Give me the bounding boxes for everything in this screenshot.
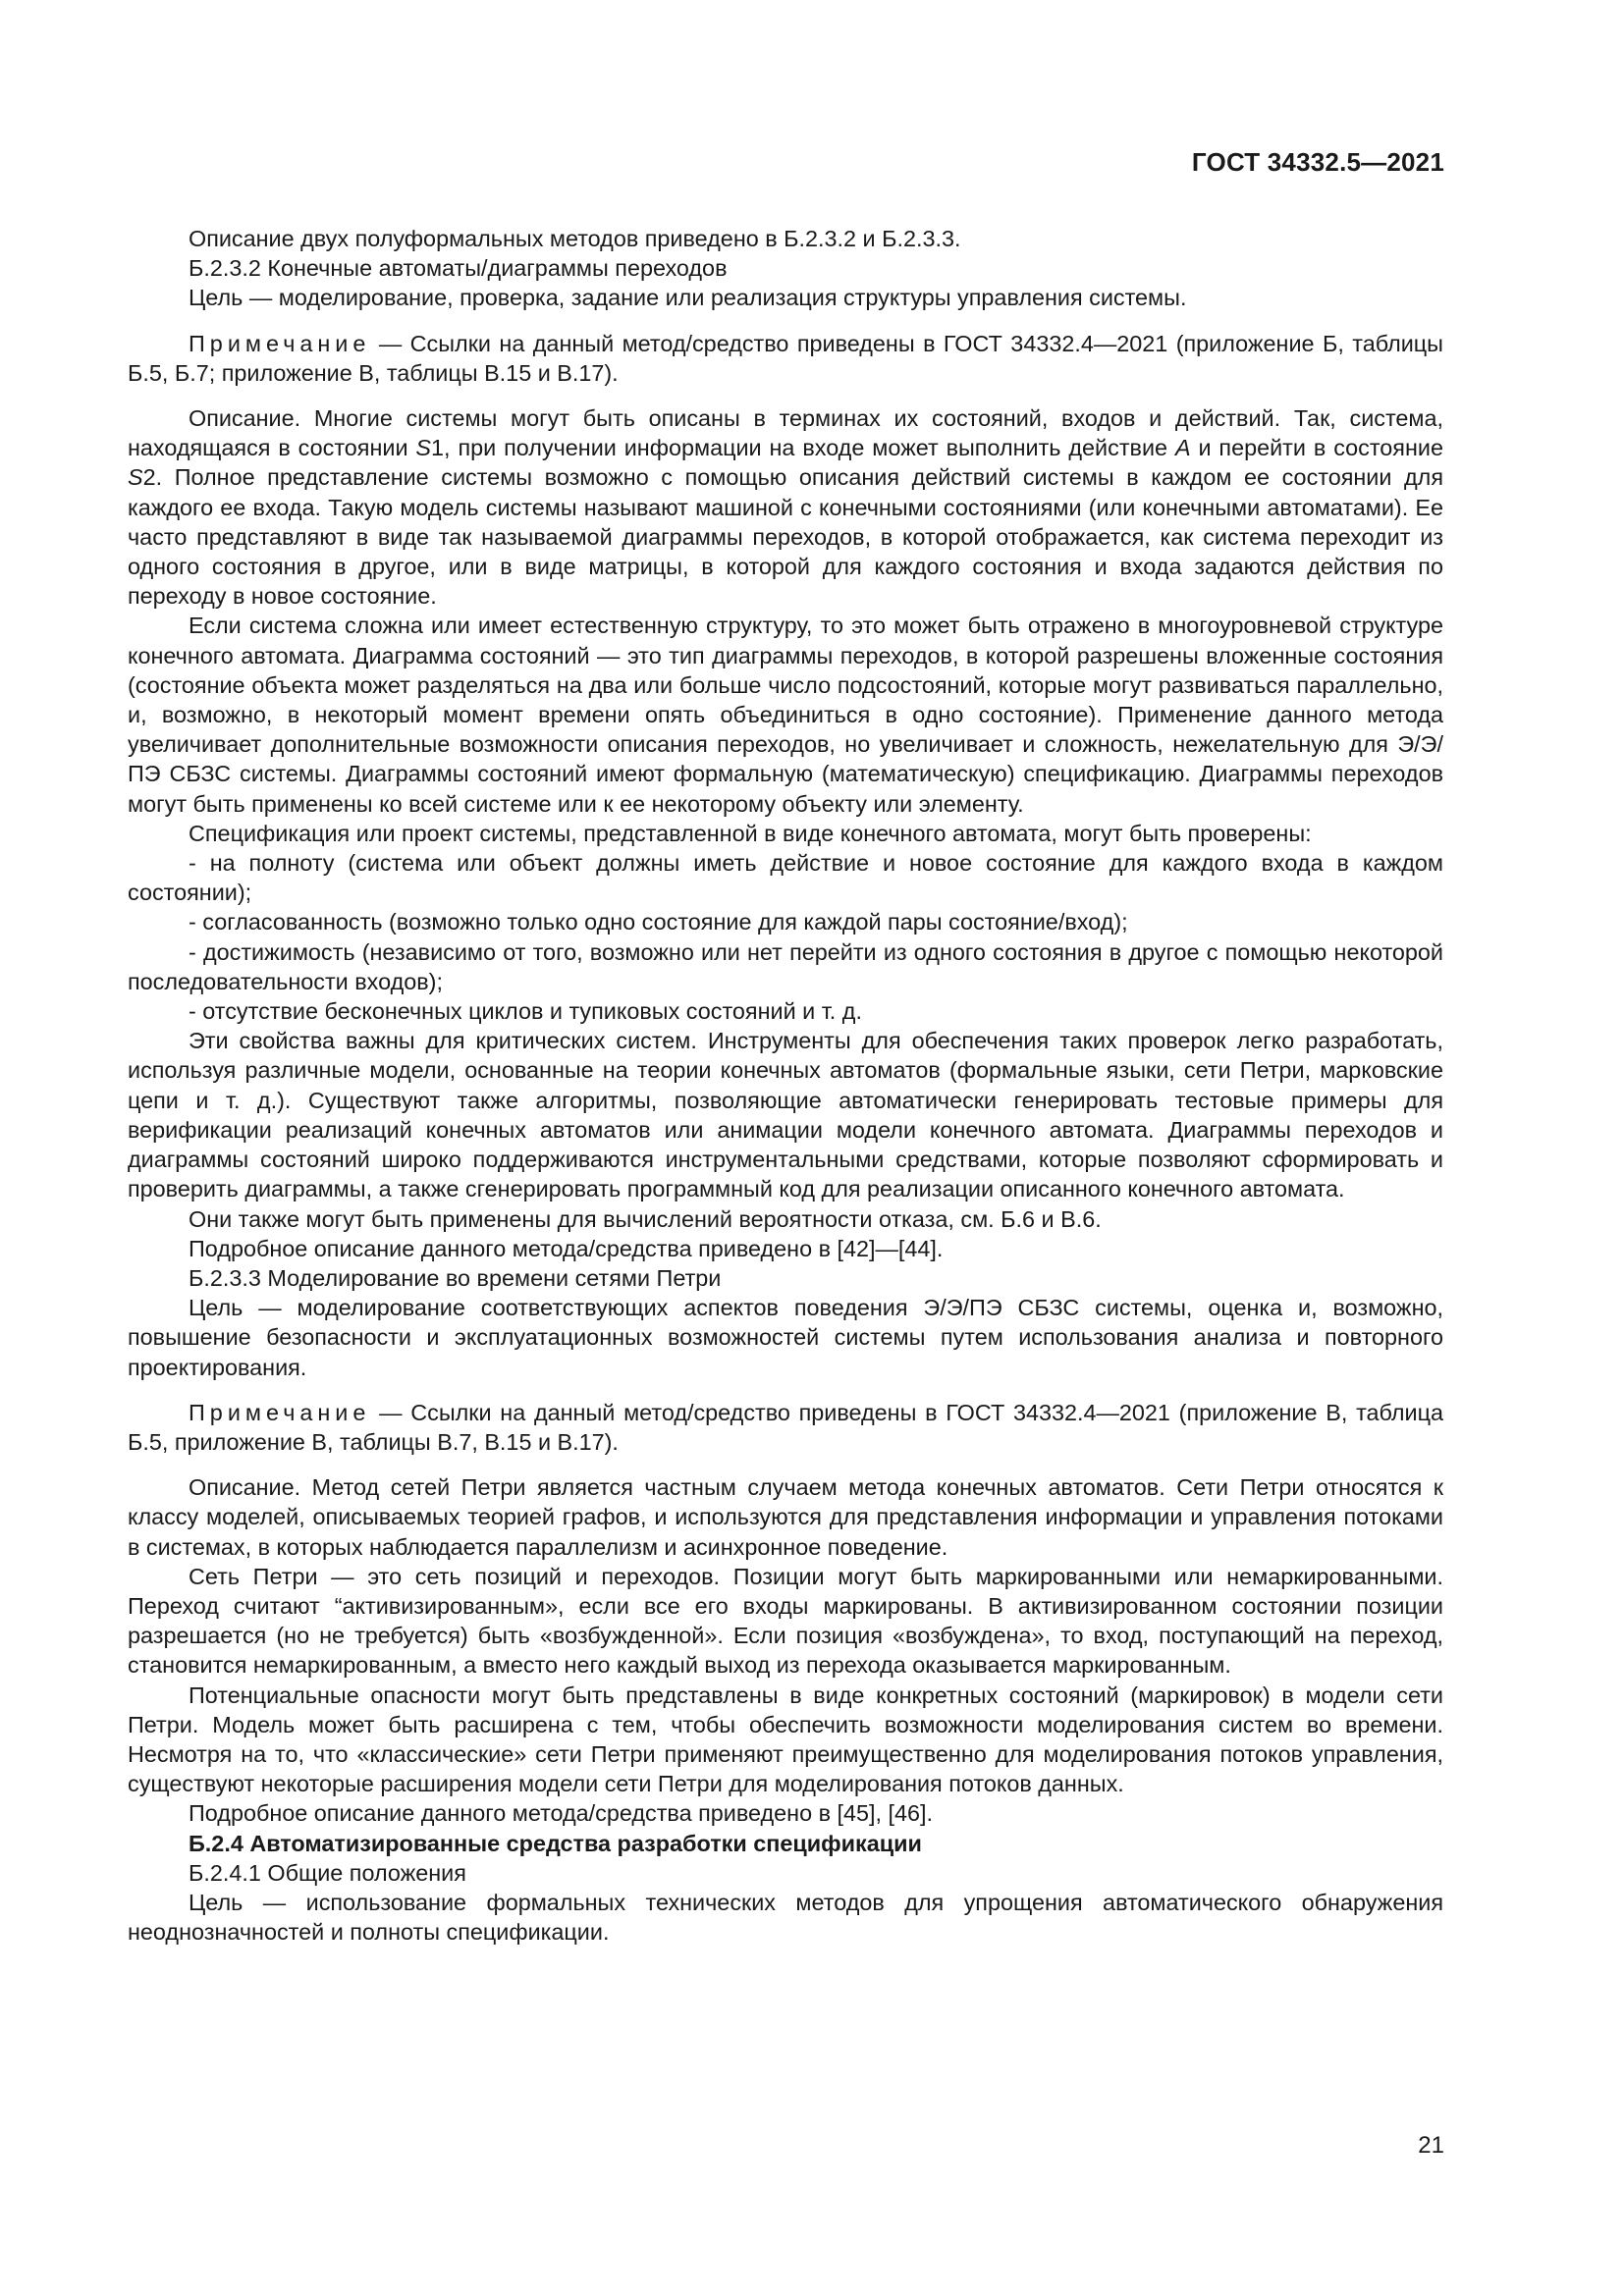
note-label: Примечание	[189, 1399, 371, 1425]
text-run: и перейти в состояние	[1190, 435, 1443, 461]
text-run: Описание. Многие системы могут быть описаны в терминах их состояний, входов и действий. Так, система, находящаяся в состоянии	[128, 405, 1443, 461]
paragraph	[128, 403, 1443, 611]
note	[128, 329, 1443, 388]
note-label: Примечание	[189, 330, 371, 356]
paragraph: Эти свойства важны для критических систем. Инструменты для обеспечения таких проверок легко разработать, используя различные модели, основанные на теории конечных автоматов (формальные языки, сети Петри, марковские цепи и т. д.). Существуют также алгоритмы, позволяющие автоматически генерировать тестовые примеры для верификации реализаций конечных автоматов или анимации модели конечного автомата. Диаграммы переходов и диаграммы состояний широко поддерживаются инструментальными средствами, которые позволяют сформировать и проверить диаграммы, а также сгенерировать программный код для реализации описанного конечного автомата.	[128, 1028, 1443, 1202]
section-heading-b-2-4-1: Б.2.4.1 Общие положения	[189, 1859, 466, 1886]
list-item: - достижимость (независимо от того, возможно или нет перейти из одного состояния в другое с помощью некоторой последовательности входов);	[128, 938, 1443, 994]
italic-symbol: S	[415, 435, 432, 461]
paragraph: Спецификация или проект системы, представленной в виде конечного автомата, могут быть проверены:	[189, 820, 1312, 846]
paragraph: Цель — моделирование, проверка, задание или реализация структуры управления системы.	[189, 285, 1187, 311]
paragraph: Подробное описание данного метода/средства приведено в [45], [46].	[189, 1800, 934, 1827]
italic-symbol: A	[1174, 435, 1191, 461]
paragraph: Потенциальные опасности могут быть представлены в виде конкретных состояний (маркировок) в модели сети Петри. Модель может быть расширена с тем, чтобы обеспечить возможности моделирования систем во времени. Несмотря на то, что «классические» сети Петри применяют преимущественно для моделирования потоков управления, существуют некоторые расширения модели сети Петри для моделирования потоков данных.	[128, 1682, 1443, 1797]
page-number: 21	[1418, 2132, 1444, 2159]
list-item: - на полноту (система или объект должны иметь действие и новое состояние для каждого входа в каждом состоянии);	[128, 850, 1443, 906]
section-heading-b-2-3-2: Б.2.3.2 Конечные автоматы/диаграммы переходов	[189, 255, 728, 282]
list-item: - согласованность (возможно только одно состояние для каждой пары состояние/вход);	[189, 909, 1128, 935]
note-text: — Ссылки на данный метод/средство приведены в ГОСТ 34332.4—2021 (приложение В, таблица Б.5, приложение В, таблицы В.7, В.15 и В.17).	[128, 1399, 1443, 1455]
text-run: 2. Полное представление системы возможно с помощью описания действий системы в каждом ее состоянии для каждого ее входа. Такую модель системы называют машиной с конечными состояниями (или конечными автоматами). Ее часто представляют в виде так называемой диаграммы переходов, в которой отображается, как система переходит из одного состояния в другое, или в виде матрицы, в которой для каждого состояния и входа задаются действия по переходу в новое состояние.	[128, 464, 1443, 610]
text-run: 1, при получении информации на входе может выполнить действие	[431, 435, 1175, 461]
paragraph: Описание. Метод сетей Петри является частным случаем метода конечных автоматов. Сети Петри относятся к классу моделей, описываемых теорией графов, и используются для представления информации и управления потоками в системах, в которых наблюдается параллелизм и асинхронное поведение.	[128, 1474, 1443, 1560]
paragraph: Если система сложна или имеет естественную структуру, то это может быть отражено в многоуровневой структуре конечного автомата. Диаграмма состояний — это тип диаграммы переходов, в которой разрешены вложенные состояния (состояние объекта может разделяться на два или больше число подсостояний, которые могут развиваться параллельно, и, возможно, в некоторый момент времени опять объединиться в одно состояние). Применение данного метода увеличивает дополнительные возможности описания переходов, но увеличивает и сложность, нежелательную для Э/Э/ПЭ СБЗС системы. Диаграммы состояний имеют формальную (математическую) спецификацию. Диаграммы переходов могут быть применены ко всей системе или к ее некоторому объекту или элементу.	[128, 613, 1443, 817]
paragraph: Подробное описание данного метода/средства приведено в [42]—[44].	[189, 1235, 944, 1261]
note-text: — Ссылки на данный метод/средство приведены в ГОСТ 34332.4—2021 (приложение Б, таблицы Б.5, Б.7; приложение В, таблицы В.15 и В.17).	[128, 330, 1443, 386]
paragraph: Сеть Петри — это сеть позиций и переходов. Позиции могут быть маркированными или немаркированными. Переход считают “активизированным», если все его входы маркированы. В активизированном состоянии позиции разрешается (но не требуется) быть «возбужденной». Если позиция «возбуждена», то вход, поступающий на переход, становится немаркированным, а вместо него каждый выход из перехода оказывается маркированным.	[128, 1563, 1443, 1679]
paragraph: Цель — использование формальных технических методов для упрощения автоматического обнаружения неоднозначностей и полноты спецификации.	[128, 1889, 1443, 1946]
paragraph: Цель — моделирование соответствующих аспектов поведения Э/Э/ПЭ СБЗС системы, оценка и, возможно, повышение безопасности и эксплуатационных возможностей системы путем использования анализа и повторного проектирования.	[128, 1295, 1443, 1380]
note	[128, 1398, 1443, 1457]
section-heading-b-2-3-3: Б.2.3.3 Моделирование во времени сетями Петри	[189, 1264, 722, 1291]
italic-symbol: S	[128, 464, 143, 491]
standard-header: ГОСТ 34332.5—2021	[1191, 147, 1444, 177]
section-heading-b-2-4: Б.2.4 Автоматизированные средства разработки спецификации	[189, 1830, 922, 1856]
list-item: - отсутствие бесконечных циклов и тупиковых состояний и т. д.	[189, 998, 862, 1025]
body-text	[128, 224, 1443, 1947]
paragraph: Они также могут быть применены для вычислений вероятности отказа, см. Б.6 и В.6.	[189, 1205, 1102, 1232]
paragraph: Описание двух полуформальных методов приведено в Б.2.3.2 и Б.2.3.3.	[189, 226, 961, 251]
